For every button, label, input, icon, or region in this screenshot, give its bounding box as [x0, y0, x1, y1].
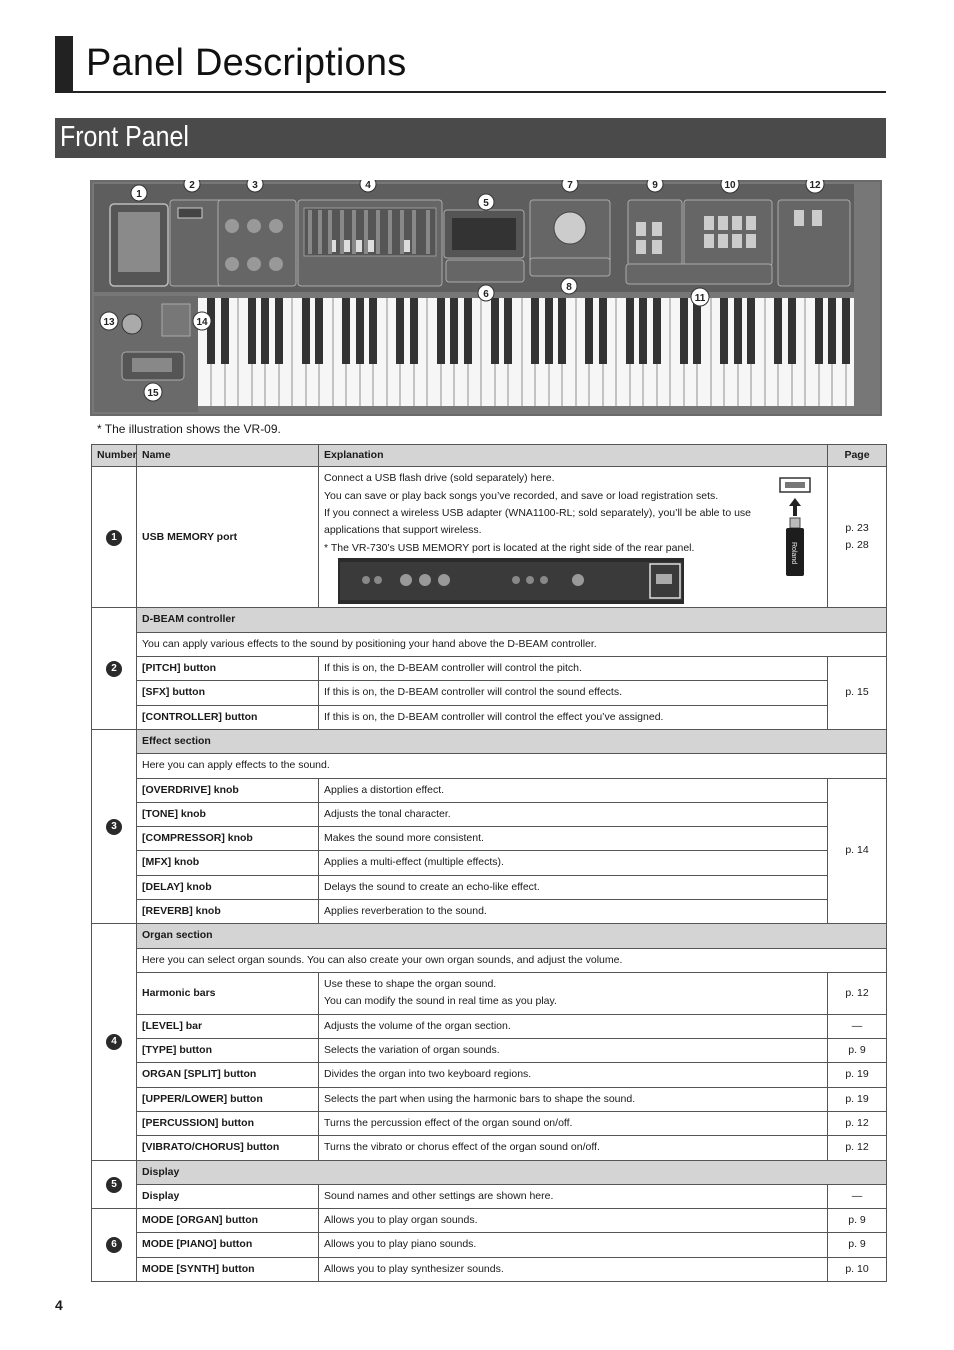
- table-row: [92, 1087, 887, 1111]
- row-name: [MFX] knob: [137, 851, 319, 875]
- table-row: [92, 656, 887, 680]
- row-page: p. 12: [828, 1136, 887, 1160]
- svg-text:14: 14: [196, 317, 208, 328]
- row-page: p. 19: [828, 1063, 887, 1087]
- explanation-line: * The VR-730’s USB MEMORY port is located at the right side of the rear panel.: [324, 541, 695, 554]
- table-row: [92, 1184, 887, 1208]
- row-name: ORGAN [SPLIT] button: [137, 1063, 319, 1087]
- callout-10: [721, 180, 739, 193]
- row-page: [828, 467, 887, 608]
- explanation-line: Use these to shape the organ sound.: [324, 978, 497, 990]
- intro-row: [92, 632, 887, 656]
- row-page: p. 12: [828, 1111, 887, 1135]
- svg-text:3: 3: [252, 180, 258, 191]
- row-name: USB MEMORY port: [137, 467, 319, 608]
- header-number: Number: [92, 445, 137, 467]
- row-name: MODE [ORGAN] button: [137, 1209, 319, 1233]
- row-explanation: [319, 467, 828, 608]
- header-page: Page: [828, 445, 887, 467]
- row-page: p. 15: [828, 656, 887, 729]
- page-ref: p. 23: [845, 522, 869, 534]
- explanation-line: Connect a USB flash drive (sold separately) here.: [324, 472, 555, 485]
- explanation-line: You can save or play back songs you’ve recorded, and save or load registration sets.: [324, 489, 719, 502]
- svg-text:Roland: Roland: [790, 542, 797, 565]
- figure-note: * The illustration shows the VR-09.: [97, 422, 281, 436]
- callout-14: [193, 312, 211, 330]
- row-explanation: Makes the sound more consistent.: [319, 827, 828, 851]
- table-header-row: [92, 445, 887, 467]
- table-row: [92, 1136, 887, 1160]
- svg-text:8: 8: [566, 282, 572, 293]
- svg-text:1: 1: [136, 189, 142, 200]
- row-page: —: [828, 1184, 887, 1208]
- number-badge: 1: [106, 530, 122, 546]
- row-explanation: If this is on, the D-BEAM controller will control the pitch.: [319, 656, 828, 680]
- page-number: 4: [55, 1297, 63, 1313]
- row-name: [DELAY] knob: [137, 875, 319, 899]
- panel-description-table: [91, 444, 887, 1282]
- intro-row: [92, 754, 887, 778]
- row-page: p. 19: [828, 1087, 887, 1111]
- svg-text:11: 11: [694, 293, 706, 304]
- row-number-cell: [92, 924, 137, 1160]
- table-row: [92, 1209, 887, 1233]
- row-page: p. 9: [828, 1233, 887, 1257]
- row-name: [LEVEL] bar: [137, 1014, 319, 1038]
- row-explanation: Applies a distortion effect.: [319, 778, 828, 802]
- callout-6: [478, 285, 494, 301]
- table-row: [92, 1257, 887, 1281]
- title-accent-bar: [55, 36, 73, 91]
- row-page: p. 14: [828, 778, 887, 924]
- svg-text:9: 9: [652, 180, 658, 191]
- callout-11: [691, 288, 709, 306]
- section-intro: You can apply various effects to the sound by positioning your hand above the D-BEAM controller.: [137, 632, 887, 656]
- table-row: [92, 1014, 887, 1038]
- row-name: [UPPER/LOWER] button: [137, 1087, 319, 1111]
- page-title: Panel Descriptions: [86, 42, 407, 84]
- row-name: [CONTROLLER] button: [137, 705, 319, 729]
- callout-8: [561, 278, 577, 294]
- svg-text:7: 7: [567, 180, 573, 191]
- row-explanation: If this is on, the D-BEAM controller will control the effect you’ve assigned.: [319, 705, 828, 729]
- svg-text:4: 4: [365, 180, 371, 191]
- row-number-cell: [92, 1209, 137, 1282]
- row-name: [OVERDRIVE] knob: [137, 778, 319, 802]
- callout-4: [360, 180, 376, 192]
- callout-9: [647, 180, 663, 192]
- rear-panel-illustration: [338, 558, 684, 604]
- row-name: [COMPRESSOR] knob: [137, 827, 319, 851]
- row-number-cell: [92, 729, 137, 924]
- page-title-block: [55, 36, 886, 93]
- section-row: [92, 608, 887, 632]
- front-panel-illustration: [90, 180, 882, 416]
- header-explanation: Explanation: [319, 445, 828, 467]
- callout-13: [100, 312, 118, 330]
- row-number-cell: [92, 467, 137, 608]
- row-name: [REVERB] knob: [137, 900, 319, 924]
- table-row: [92, 705, 887, 729]
- svg-text:10: 10: [724, 180, 736, 191]
- row-explanation: Turns the percussion effect of the organ sound on/off.: [319, 1111, 828, 1135]
- row-explanation: Allows you to play piano sounds.: [319, 1233, 828, 1257]
- row-explanation: [319, 973, 828, 1015]
- page-ref: p. 28: [845, 539, 869, 552]
- row-name: [TYPE] button: [137, 1038, 319, 1062]
- row-explanation: Selects the part when using the harmonic bars to shape the sound.: [319, 1087, 828, 1111]
- svg-text:13: 13: [103, 317, 115, 328]
- section-heading: [55, 118, 886, 158]
- row-name: [PITCH] button: [137, 656, 319, 680]
- table-row: [92, 681, 887, 705]
- row-explanation: If this is on, the D-BEAM controller will control the sound effects.: [319, 681, 828, 705]
- row-name: [VIBRATO/CHORUS] button: [137, 1136, 319, 1160]
- svg-text:15: 15: [147, 388, 159, 399]
- section-title: Organ section: [137, 924, 887, 948]
- row-explanation: Delays the sound to create an echo-like effect.: [319, 875, 828, 899]
- section-intro: Here you can apply effects to the sound.: [137, 754, 887, 778]
- svg-text:12: 12: [809, 180, 821, 191]
- callout-12: [806, 180, 824, 193]
- table-row: [92, 467, 887, 608]
- table-row: [92, 827, 887, 851]
- section-intro: Here you can select organ sounds. You can also create your own organ sounds, and adjust the volume.: [137, 948, 887, 972]
- row-explanation: Turns the vibrato or chorus effect of the organ sound on/off.: [319, 1136, 828, 1160]
- svg-text:5: 5: [483, 198, 489, 209]
- number-badge: 6: [106, 1237, 122, 1253]
- table-row: [92, 875, 887, 899]
- row-page: p. 10: [828, 1257, 887, 1281]
- row-explanation: Adjusts the tonal character.: [319, 802, 828, 826]
- section-row: [92, 1160, 887, 1184]
- row-explanation: Divides the organ into two keyboard regions.: [319, 1063, 828, 1087]
- callout-3: [247, 180, 263, 192]
- table-row: [92, 973, 887, 1015]
- callout-5: [478, 194, 494, 210]
- section-title: Display: [137, 1160, 887, 1184]
- table-row: [92, 1233, 887, 1257]
- callout-15: [144, 383, 162, 401]
- row-explanation: Selects the variation of organ sounds.: [319, 1038, 828, 1062]
- table-row: [92, 1038, 887, 1062]
- table-row: [92, 778, 887, 802]
- section-row: [92, 924, 887, 948]
- callout-1: [131, 185, 147, 201]
- number-badge: 5: [106, 1177, 122, 1193]
- usb-flash-drive-icon: [778, 476, 814, 580]
- table-row: [92, 802, 887, 826]
- row-name: [PERCUSSION] button: [137, 1111, 319, 1135]
- section-row: [92, 729, 887, 753]
- table-row: [92, 1063, 887, 1087]
- row-page: p. 9: [828, 1038, 887, 1062]
- row-explanation: Allows you to play organ sounds.: [319, 1209, 828, 1233]
- row-explanation: Applies reverberation to the sound.: [319, 900, 828, 924]
- row-name: Display: [137, 1184, 319, 1208]
- table-row: [92, 851, 887, 875]
- row-explanation: Allows you to play synthesizer sounds.: [319, 1257, 828, 1281]
- callout-2: [184, 180, 200, 192]
- row-number-cell: [92, 1160, 137, 1209]
- section-title: Front Panel: [60, 121, 189, 153]
- table-row: [92, 1111, 887, 1135]
- explanation-line: You can modify the sound in real time as you play.: [324, 995, 557, 1008]
- intro-row: [92, 948, 887, 972]
- row-name: [TONE] knob: [137, 802, 319, 826]
- header-name: Name: [137, 445, 319, 467]
- row-page: p. 9: [828, 1209, 887, 1233]
- number-badge: 4: [106, 1034, 122, 1050]
- svg-text:2: 2: [189, 180, 195, 191]
- row-number-cell: [92, 608, 137, 730]
- number-badge: 2: [106, 661, 122, 677]
- row-explanation: Applies a multi-effect (multiple effects).: [319, 851, 828, 875]
- section-title: D-BEAM controller: [137, 608, 887, 632]
- row-page: —: [828, 1014, 887, 1038]
- table-row: [92, 900, 887, 924]
- row-page: p. 12: [828, 973, 887, 1015]
- number-badge: 3: [106, 819, 122, 835]
- row-name: Harmonic bars: [137, 973, 319, 1015]
- row-name: MODE [PIANO] button: [137, 1233, 319, 1257]
- row-name: [SFX] button: [137, 681, 319, 705]
- svg-text:6: 6: [483, 289, 489, 300]
- row-explanation: Sound names and other settings are shown here.: [319, 1184, 828, 1208]
- section-title: Effect section: [137, 729, 887, 753]
- row-explanation: Adjusts the volume of the organ section.: [319, 1014, 828, 1038]
- callout-7: [562, 180, 578, 192]
- explanation-line: If you connect a wireless USB adapter (WNA1100-RL; sold separately), you’ll be able to use applications that support wireless.: [324, 506, 752, 537]
- row-name: MODE [SYNTH] button: [137, 1257, 319, 1281]
